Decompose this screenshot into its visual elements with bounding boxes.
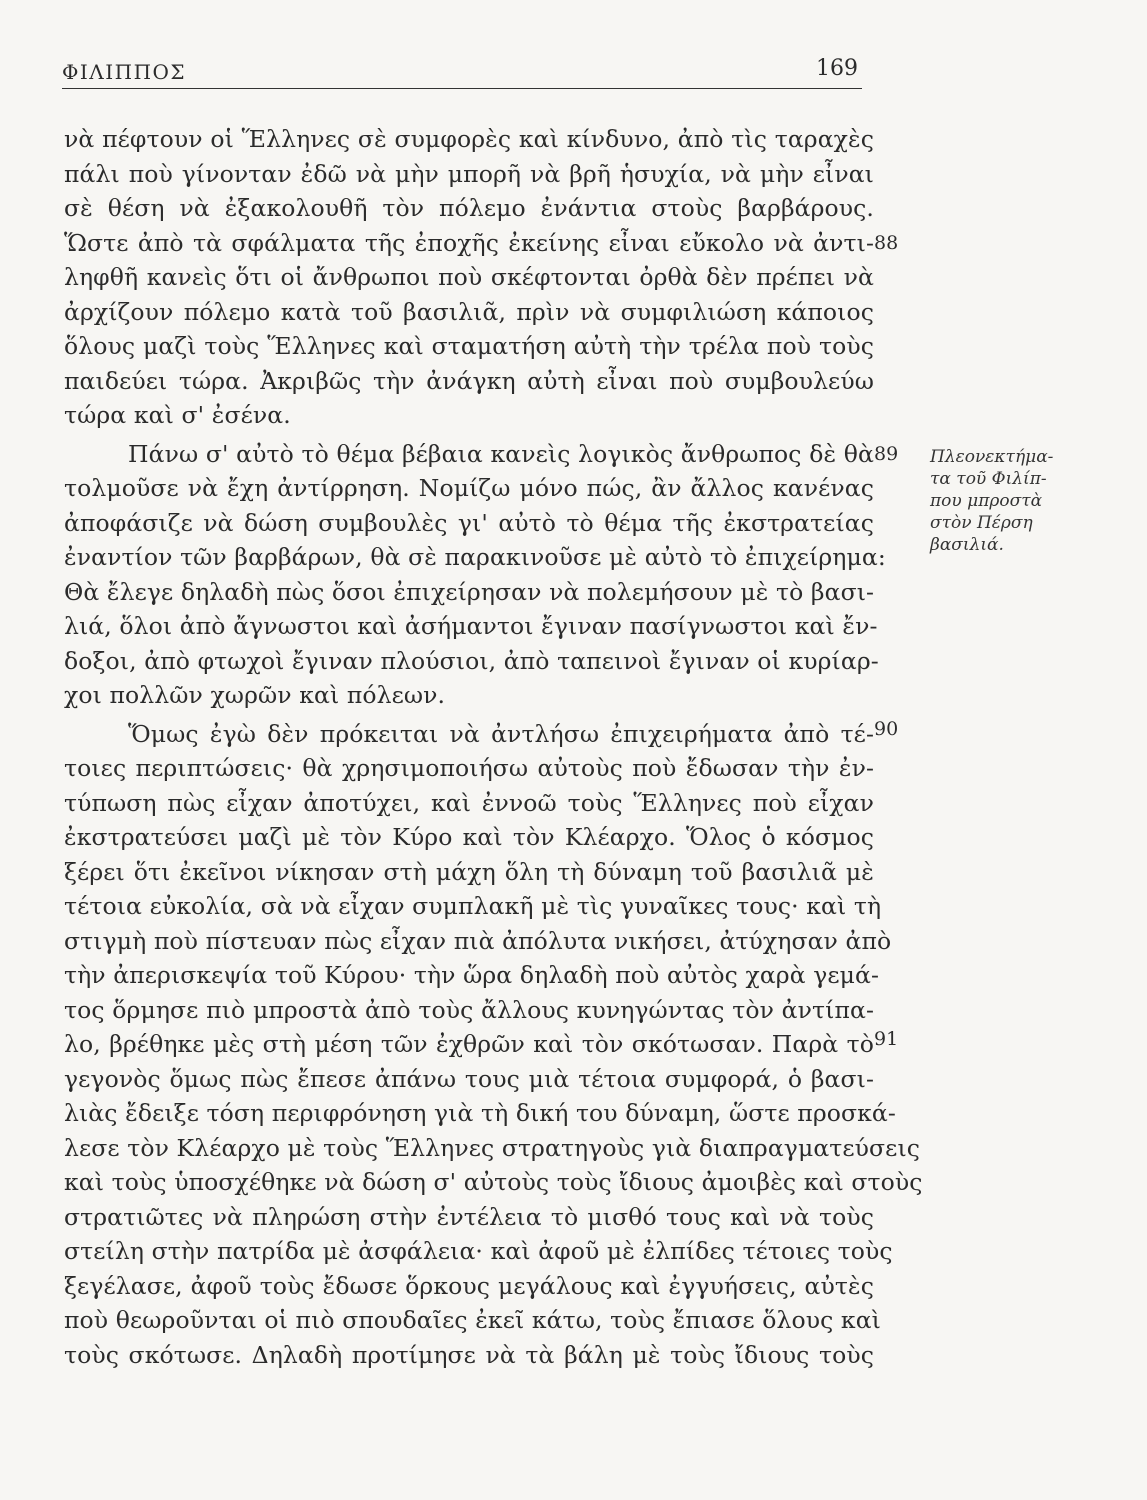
text-line: πάλι ποὺ γίνονταν ἐδῶ νὰ μὴν μπορῆ νὰ βρῆ ἡσυχία, νὰ μὴν εἶναι <box>64 159 874 188</box>
margin-number: 89 <box>874 443 899 465</box>
text-line: τέτοια εὐκολία, σὰ νὰ εἶχαν συμπλακῆ μὲ τὶς γυναῖκες τους· καὶ τὴ <box>64 892 882 920</box>
text-line: τύπωση πὼς εἶχαν ἀποτύχει, καὶ ἐννοῶ τοὺς Ἕλληνες ποὺ εἶχαν <box>64 788 874 817</box>
text-line: δοξοι, ἀπὸ φτωχοὶ ἔγιναν πλούσιοι, ἀπὸ ταπεινοὶ ἔγιναν οἱ κυρίαρ- <box>64 646 879 675</box>
sidenote-line: βασιλιά. <box>930 535 1004 555</box>
sidenote-line: Πλεονεκτήμα- <box>930 447 1054 467</box>
text-line: σὲ θέση νὰ ἐξακολουθῆ τὸν πόλεμο ἐνάντια στοὺς βαρβάρους. <box>64 194 874 222</box>
paragraph-2 <box>64 437 886 713</box>
text-line: Ὅμως ἐγὼ δὲν πρόκειται νὰ ἀντλήσω ἐπιχειρήματα ἀπὸ τέ- <box>128 719 874 748</box>
page-number: 169 <box>816 56 858 81</box>
text-line: στιγμὴ ποὺ πίστευαν πὼς εἶχαν πιὰ ἀπόλυτα νικήσει, ἀτύχησαν ἀπὸ <box>64 926 892 955</box>
text-line: λιά, ὅλοι ἀπὸ ἄγνωστοι καὶ ἀσήμαντοι ἔγιναν πασίγνωστοι καὶ ἔν- <box>64 612 878 640</box>
text-line: στείλη στὴν πατρίδα μὲ ἀσφάλεια· καὶ ἀφοῦ μὲ ἐλπίδες τέτοιες τοὺς <box>64 1237 893 1265</box>
text-line: λο, βρέθηκε μὲς στὴ μέση τῶν ἐχθρῶν καὶ τὸν σκότωσαν. Παρὰ τὸ <box>64 1030 874 1058</box>
text-line: τος ὅρμησε πιὸ μπροστὰ ἀπὸ τοὺς ἄλλους κυνηγώντας τὸν ἀντίπα- <box>64 995 874 1024</box>
text-line: στρατιῶτες νὰ πληρώση στὴν ἐντέλεια τὸ μισθό τους καὶ νὰ τοὺς <box>64 1202 874 1231</box>
text-line: ξεγέλασε, ἀφοῦ τοὺς ἔδωσε ὅρκους μεγάλους καὶ ἐγγυήσεις, αὐτὲς <box>64 1271 874 1300</box>
text-line: ἀποφάσιζε νὰ δώση συμβουλὲς γι' αὐτὸ τὸ θέμα τῆς ἐκστρατείας <box>64 508 874 537</box>
text-line: χοι πολλῶν χωρῶν καὶ πόλεων. <box>64 681 446 709</box>
text-line: ὅλους μαζὶ τοὺς Ἕλληνες καὶ σταματήση αὐτὴ τὴν τρέλα ποὺ τοὺς <box>64 332 874 360</box>
running-header <box>62 52 862 89</box>
text-line: νὰ πέφτουν οἱ Ἕλληνες σὲ συμφορὲς καὶ κίνδυνο, ἀπὸ τὶς ταραχὲς <box>64 125 874 153</box>
text-line: τολμοῦσε νὰ ἔχη ἀντίρρηση. Νομίζω μόνο πώς, ἂν ἄλλος κανένας <box>64 474 874 502</box>
text-line: Πάνω σ' αὐτὸ τὸ θέμα βέβαια κανεὶς λογικὸς ἄνθρωπος δὲ θὰ <box>128 439 874 468</box>
text-line: τὴν ἀπερισκεψία τοῦ Κύρου· τὴν ὥρα δηλαδὴ ποὺ αὐτὸς χαρὰ γεμά- <box>64 961 880 989</box>
margin-sidenote <box>930 446 1054 556</box>
margin-number: 90 <box>874 718 899 740</box>
text-line: Ὥστε ἀπὸ τὰ σφάλματα τῆς ἐποχῆς ἐκείνης εἶναι εὔκολο νὰ ἀντι- <box>64 228 874 257</box>
sidenote-line: που μπροστὰ <box>930 491 1043 511</box>
text-line: τοιες περιπτώσεις· θὰ χρησιμοποιήσω αὐτοὺς ποὺ ἔδωσαν τὴν ἐν- <box>64 754 874 782</box>
text-line: λιὰς ἔδειξε τόση περιφρόνηση γιὰ τὴ δική του δύναμη, ὥστε προσκά- <box>64 1099 896 1127</box>
margin-number: 91 <box>874 1028 899 1050</box>
text-line: ἐκστρατεύσει μαζὶ μὲ τὸν Κύρο καὶ τὸν Κλέαρχο. Ὅλος ὁ κόσμος <box>64 823 874 851</box>
sidenote-line: στὸν Πέρση <box>930 513 1033 533</box>
text-line: ληφθῆ κανεὶς ὅτι οἱ ἄνθρωποι ποὺ σκέφτονται ὀρθὰ δὲν πρέπει νὰ <box>64 263 874 291</box>
text-line: τοὺς σκότωσε. Δηλαδὴ προτίμησε νὰ τὰ βάλη μὲ τοὺς ἴδιους τοὺς <box>64 1340 874 1369</box>
text-line: ποὺ θεωροῦνται οἱ πιὸ σπουδαῖες ἐκεῖ κάτω, τοὺς ἔπιασε ὅλους καὶ <box>64 1306 881 1334</box>
text-line: γεγονὸς ὅμως πὼς ἔπεσε ἀπάνω τους μιὰ τέτοια συμφορά, ὁ βασι- <box>64 1064 874 1093</box>
running-title: ΦΙΛΙΠΠΟΣ <box>62 60 187 84</box>
text-line: λεσε τὸν Κλέαρχο μὲ τοὺς Ἕλληνες στρατηγοὺς γιὰ διαπραγματεύσεις <box>64 1133 921 1162</box>
paragraph-1 <box>64 122 874 433</box>
margin-number: 88 <box>874 232 899 254</box>
text-line: παιδεύει τώρα. Ἀκριβῶς τὴν ἀνάγκη αὐτὴ εἶναι ποὺ συμβουλεύω <box>64 366 874 395</box>
sidenote-line: τα τοῦ Φιλίπ- <box>930 469 1047 489</box>
text-line: τώρα καὶ σ' ἐσένα. <box>64 401 291 429</box>
text-line: ξέρει ὅτι ἐκεῖνοι νίκησαν στὴ μάχη ὅλη τὴ δύναμη τοῦ βασιλιᾶ μὲ <box>64 857 874 886</box>
text-line: ἀρχίζουν πόλεμο κατὰ τοῦ βασιλιᾶ, πρὶν νὰ συμφιλιώση κάποιος <box>64 297 874 326</box>
text-line: καὶ τοὺς ὑποσχέθηκε νὰ δώση σ' αὐτοὺς τοὺς ἴδιους ἀμοιβὲς καὶ στοὺς <box>64 1168 923 1196</box>
text-line: ἐναντίον τῶν βαρβάρων, θὰ σὲ παρακινοῦσε μὲ αὐτὸ τὸ ἐπιχείρημα: <box>64 543 886 571</box>
text-line: Θὰ ἔλεγε δηλαδὴ πὼς ὅσοι ἐπιχείρησαν νὰ πολεμήσουν μὲ τὸ βασι- <box>64 577 875 606</box>
